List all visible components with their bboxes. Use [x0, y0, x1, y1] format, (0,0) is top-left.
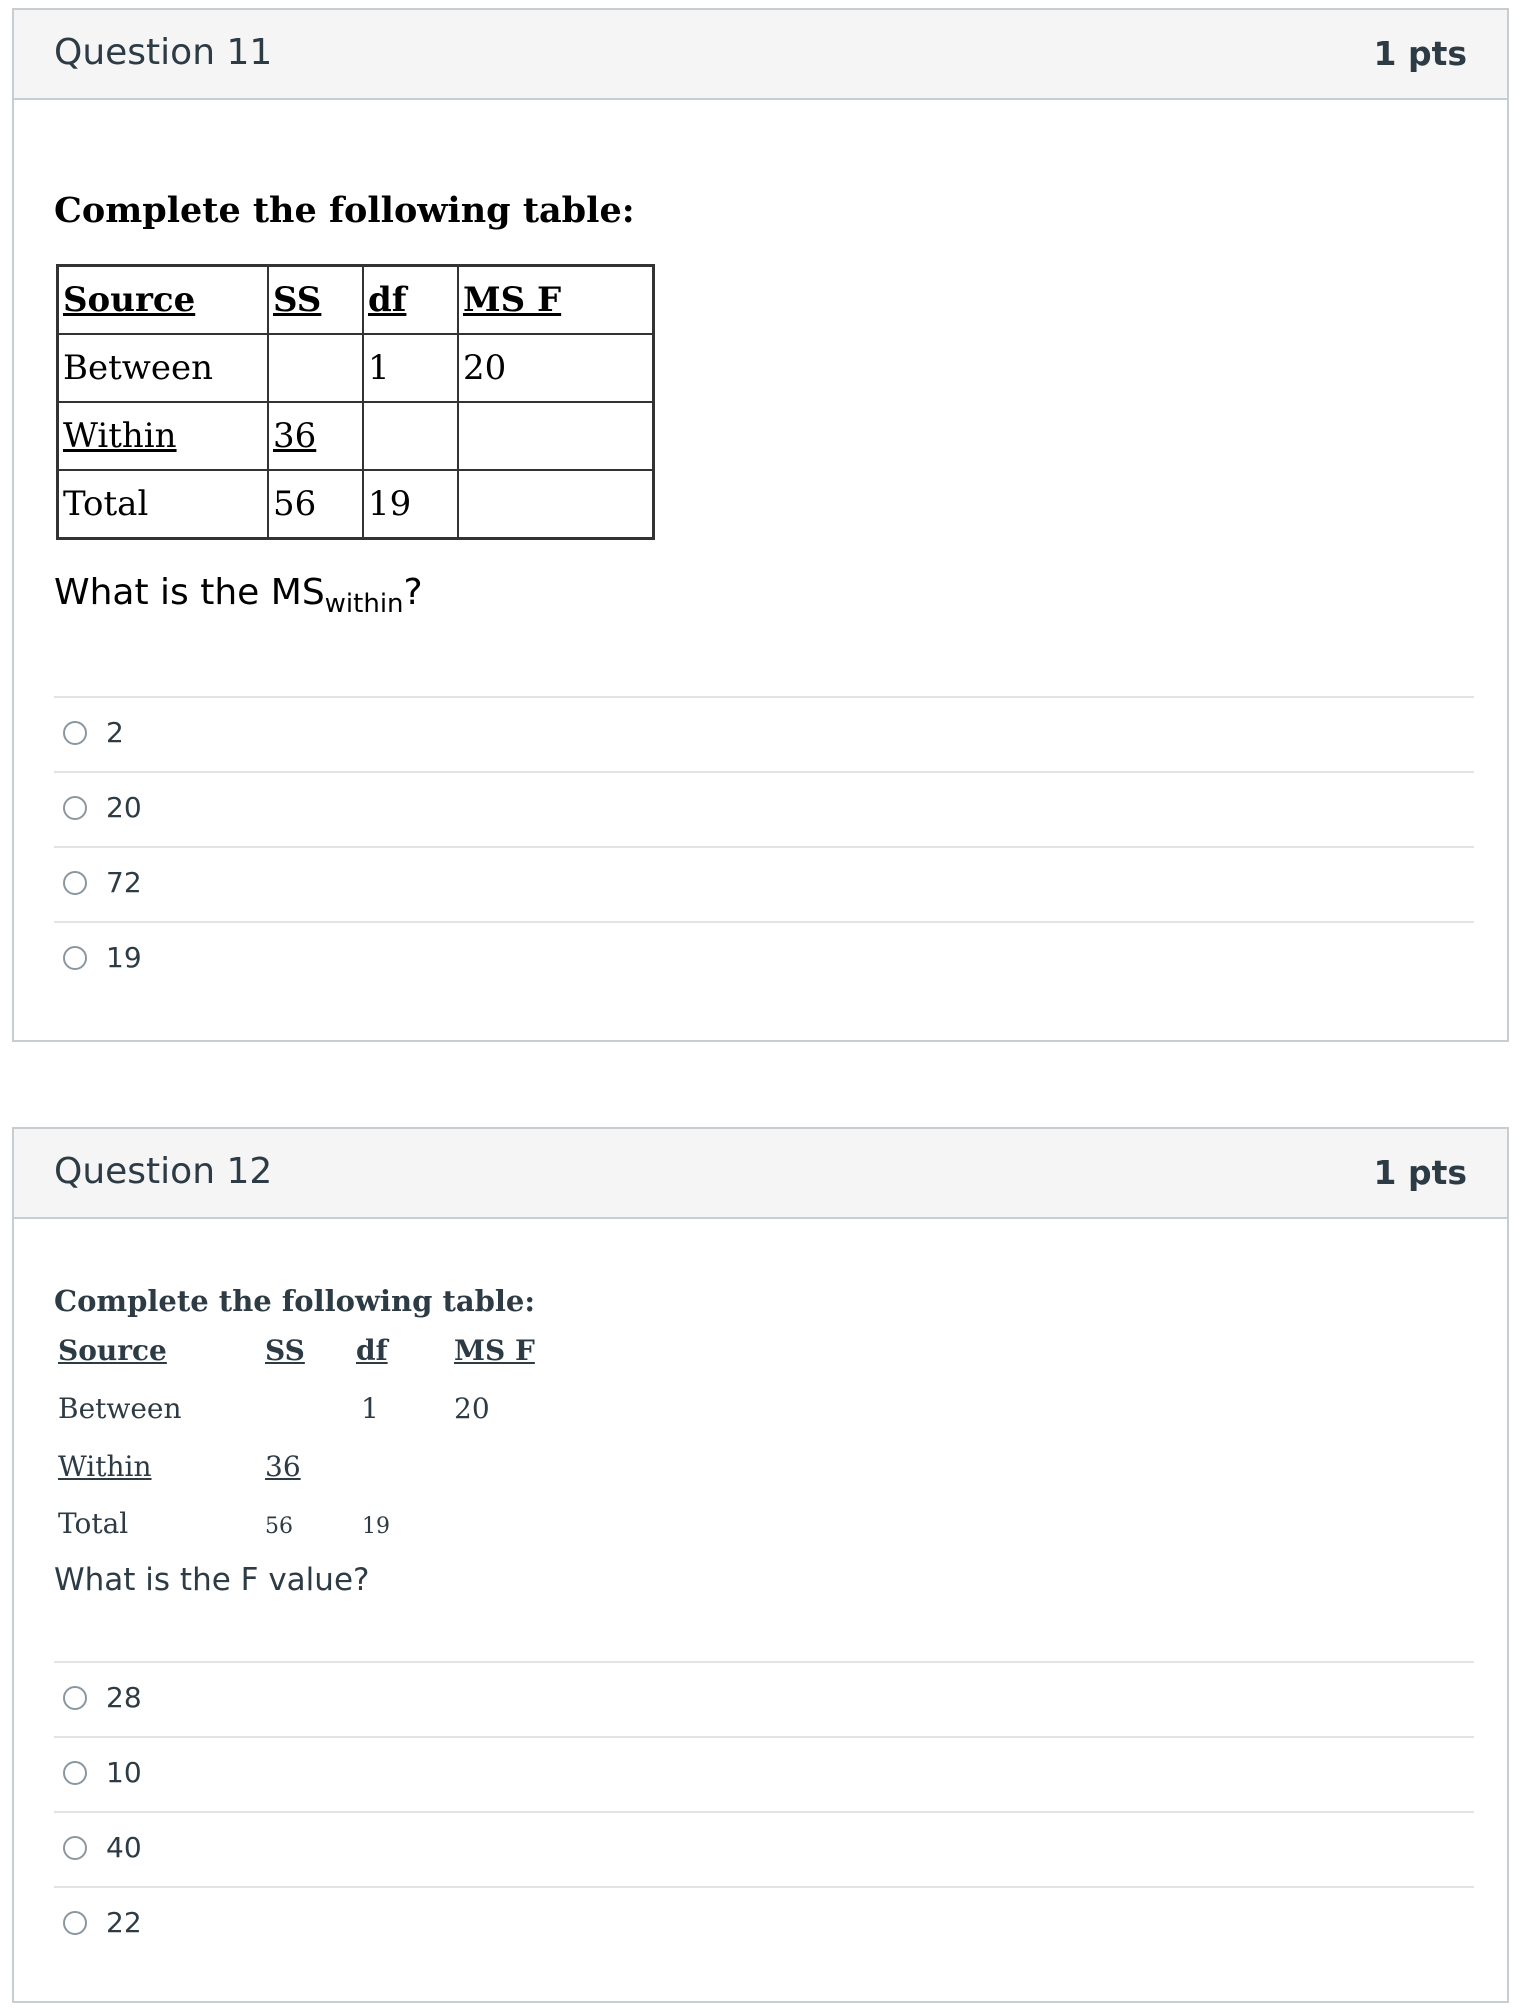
radio-button[interactable] [63, 796, 87, 820]
question-card-12 [12, 1127, 1509, 2003]
answer-label: 22 [106, 1906, 142, 1939]
answer-label: 2 [106, 716, 124, 749]
question-header [14, 10, 1507, 100]
header-source: Source [58, 1334, 167, 1367]
row-label: Between [58, 334, 268, 402]
question-card-11 [12, 8, 1509, 1042]
answer-label: 40 [106, 1831, 142, 1864]
answer-option[interactable] [54, 1663, 1474, 1738]
table-header-row [58, 266, 653, 334]
header-ms-f: MS F [454, 1334, 535, 1367]
anova-table [56, 264, 655, 540]
question-prompt: Complete the following table: [54, 190, 635, 231]
header-df: df [356, 1334, 388, 1367]
question-title: Question 12 [54, 1151, 273, 1192]
answer-option[interactable] [54, 848, 1474, 923]
question-points: 1 pts [1373, 34, 1467, 73]
row-label: Within [58, 1450, 152, 1483]
row-ss: 56 [268, 470, 363, 538]
answer-label: 72 [106, 866, 142, 899]
header-df: df [368, 280, 407, 320]
question-title: Question 11 [54, 32, 273, 73]
row-ss [268, 334, 363, 402]
question-text: What is the $MS_{within}$? [54, 572, 423, 619]
radio-button[interactable] [63, 1836, 87, 1860]
row-label: Total [58, 470, 268, 538]
header-source: Source [63, 280, 196, 320]
answer-option[interactable] [54, 773, 1474, 848]
table-row [58, 470, 653, 538]
anova-plain-table [58, 1334, 535, 1594]
radio-button[interactable] [63, 1761, 87, 1785]
row-df: 1 [363, 334, 458, 402]
radio-button[interactable] [63, 946, 87, 970]
row-ms: 20 [458, 334, 653, 402]
answer-label: 28 [106, 1681, 142, 1714]
question-prompt: Complete the following table: [54, 1284, 536, 1318]
header-ss: SS [273, 280, 322, 320]
row-ms: 20 [454, 1392, 490, 1425]
radio-button[interactable] [63, 1686, 87, 1710]
row-ss: 36 [273, 416, 317, 456]
row-ss: 56 [265, 1514, 293, 1539]
answer-option[interactable] [54, 923, 1474, 998]
answer-label: 10 [106, 1756, 142, 1789]
table-row [58, 334, 653, 402]
row-df: 19 [363, 470, 458, 538]
answer-option[interactable] [54, 1813, 1474, 1888]
answer-list [54, 1661, 1474, 1963]
row-df: 19 [362, 1514, 390, 1539]
row-ss: 36 [265, 1450, 301, 1483]
row-ms [458, 402, 653, 470]
header-ss: SS [265, 1334, 305, 1367]
row-label: Total [58, 1507, 129, 1540]
question-header [14, 1129, 1507, 1219]
row-label: Between [58, 1392, 182, 1425]
table-row [58, 402, 653, 470]
radio-button[interactable] [63, 871, 87, 895]
radio-button[interactable] [63, 1911, 87, 1935]
radio-button[interactable] [63, 721, 87, 745]
answer-option[interactable] [54, 1888, 1474, 1963]
question-text: What is the F value? [54, 1562, 370, 1598]
answer-option[interactable] [54, 698, 1474, 773]
header-ms-f: MS F [463, 280, 562, 320]
row-ms [458, 470, 653, 538]
answer-option[interactable] [54, 1738, 1474, 1813]
row-label: Within [63, 416, 177, 456]
row-df [363, 402, 458, 470]
answer-list [54, 696, 1474, 998]
question-points: 1 pts [1373, 1153, 1467, 1192]
answer-label: 20 [106, 791, 142, 824]
answer-label: 19 [106, 941, 142, 974]
row-df: 1 [361, 1392, 379, 1425]
